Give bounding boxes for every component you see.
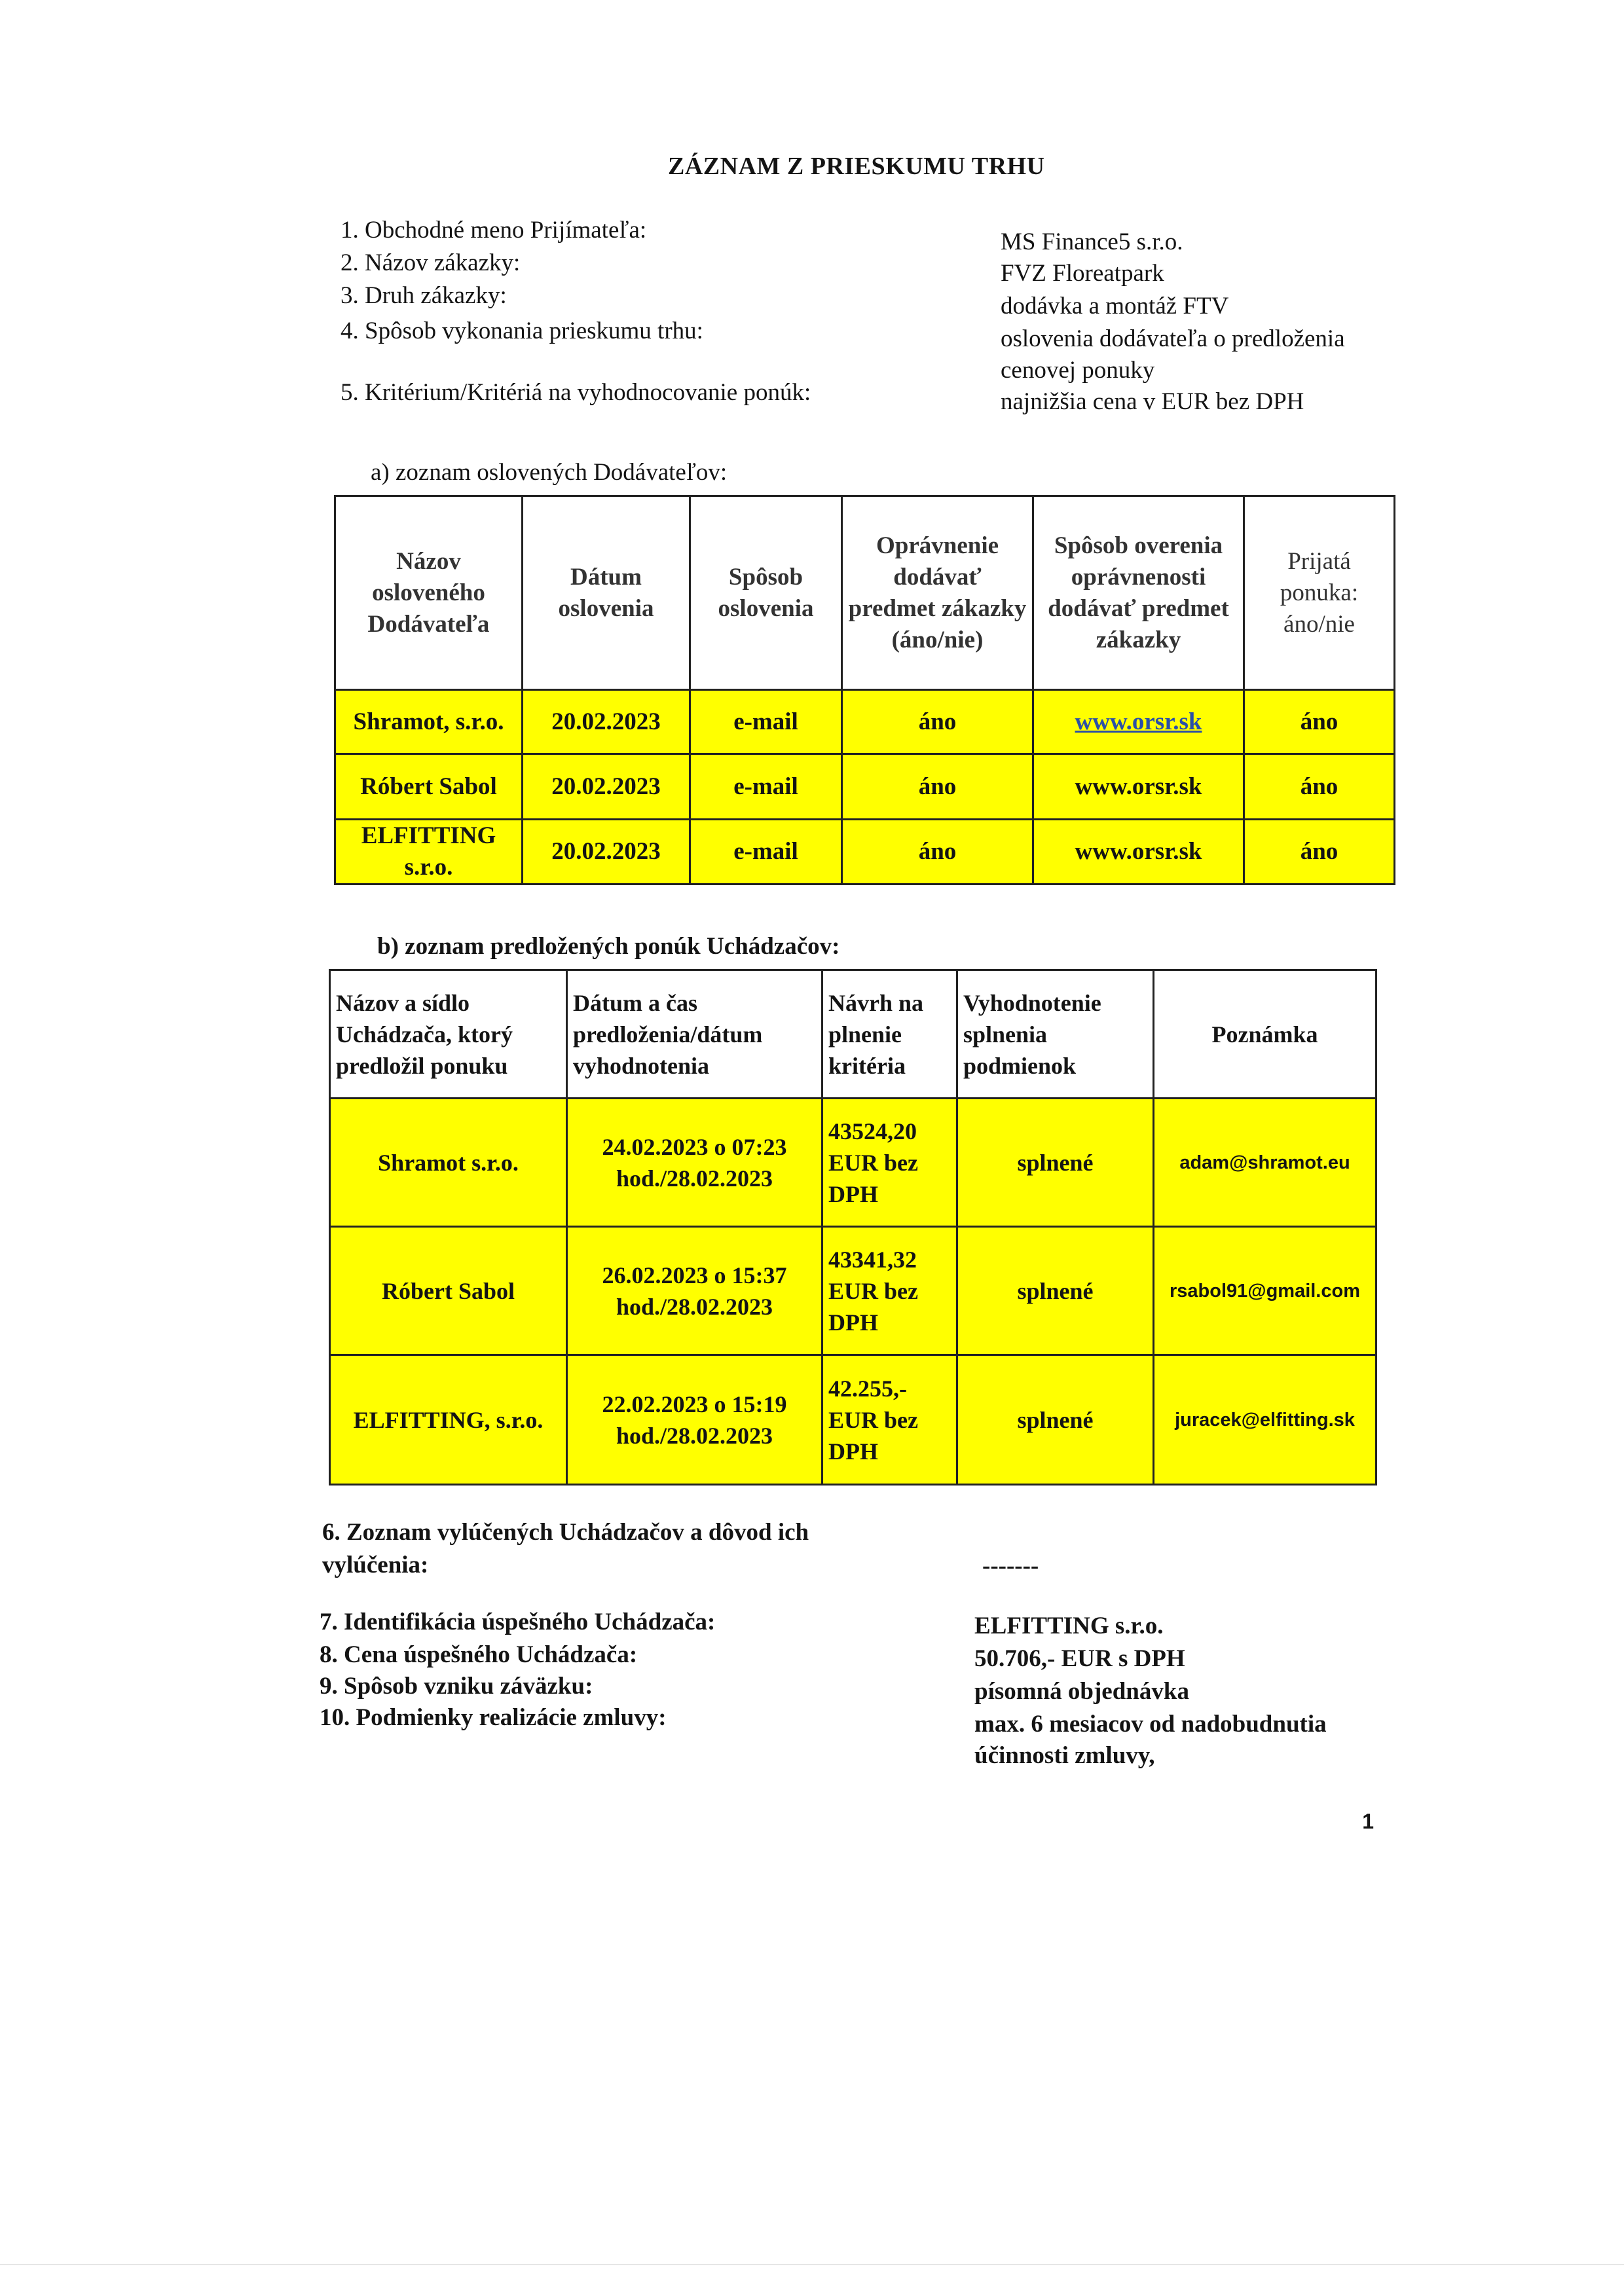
header-contact-method: Spôsob oslovenia: [690, 496, 842, 690]
submission-date: 24.02.2023 o 07:23 hod./28.02.2023: [567, 1099, 822, 1227]
header-contact-date: Dátum oslovenia: [523, 496, 690, 690]
info-label-1: 1. Obchodné meno Prijímateľa:: [341, 217, 647, 244]
supplier-name: Róbert Sabol: [335, 754, 523, 820]
section-a-label: a) zoznam oslovených Dodávateľov:: [371, 459, 728, 486]
info-value-4b: cenovej ponuky: [1001, 357, 1155, 384]
table-row: [335, 754, 1395, 820]
header-authorization: Oprávnenie dodávať predmet zákazky (áno/nie): [842, 496, 1033, 690]
footer-divider: [0, 2264, 1624, 2265]
info-label-2: 2. Názov zákazky:: [341, 249, 521, 276]
contact-date: 20.02.2023: [523, 690, 690, 754]
excluded-label: 6. Zoznam vylúčených Uchádzačov a dôvod ich vylúčenia:: [322, 1519, 809, 1578]
verification-link: www.orsr.sk: [1033, 820, 1244, 884]
header-bidder-name: Názov a sídlo Uchádzača, ktorý predložil ponuku: [330, 970, 567, 1099]
verification-link-text[interactable]: www.orsr.sk: [1075, 708, 1202, 735]
info-value-3: dodávka a montáž FTV: [1001, 293, 1229, 319]
header-note: Poznámka: [1154, 970, 1376, 1099]
info-value-4: oslovenia dodávateľa o predloženia: [1001, 325, 1345, 352]
excluded-value: -------: [982, 1552, 1039, 1579]
note-email: rsabol91@gmail.com: [1154, 1227, 1376, 1355]
offer-accepted: áno: [1244, 820, 1395, 884]
info-value-2: FVZ Floreatpark: [1001, 260, 1164, 287]
header-evaluation: Vyhodnotenie splnenia podmienok: [957, 970, 1154, 1099]
contact-date: 20.02.2023: [523, 820, 690, 884]
page-number: 1: [1362, 1810, 1374, 1833]
bidder-name: Shramot s.r.o.: [330, 1099, 567, 1227]
info-label-4: 4. Spôsob vykonania prieskumu trhu:: [341, 318, 703, 344]
supplier-name: Shramot, s.r.o.: [335, 690, 523, 754]
offer-accepted: áno: [1244, 690, 1395, 754]
table-row: [330, 1227, 1376, 1355]
offer-accepted: áno: [1244, 754, 1395, 820]
note-email: juracek@elfitting.sk: [1154, 1355, 1376, 1485]
evaluation-result: splnené: [957, 1099, 1154, 1227]
contact-date: 20.02.2023: [523, 754, 690, 820]
header-verification-method: Spôsob overenia oprávnenosti dodávať predmet zákazky: [1033, 496, 1244, 690]
evaluation-result: splnené: [957, 1227, 1154, 1355]
suppliers-table: [334, 495, 1395, 885]
info-value-5: najnižšia cena v EUR bez DPH: [1001, 388, 1304, 415]
verification-link: www.orsr.sk: [1033, 754, 1244, 820]
bidder-name: ELFITTING, s.r.o.: [330, 1355, 567, 1485]
note-email: adam@shramot.eu: [1154, 1099, 1376, 1227]
result-value-10: max. 6 mesiacov od nadobudnutia účinnosti zmluvy,: [974, 1711, 1327, 1769]
evaluation-result: splnené: [957, 1355, 1154, 1485]
contact-method: e-mail: [690, 820, 842, 884]
offers-table: [329, 969, 1377, 1485]
authorized: áno: [842, 690, 1033, 754]
result-label-8: 8. Cena úspešného Uchádzača:: [320, 1641, 638, 1668]
info-label-5: 5. Kritérium/Kritériá na vyhodnocovanie ponúk:: [341, 379, 811, 406]
table-row: [335, 690, 1395, 754]
header-submission-date: Dátum a čas predloženia/dátum vyhodnotenia: [567, 970, 822, 1099]
supplier-name: ELFITTING s.r.o.: [335, 820, 523, 884]
proposal-value: 43341,32 EUR bez DPH: [822, 1227, 957, 1355]
info-value-1: MS Finance5 s.r.o.: [1001, 228, 1183, 255]
table-row: [335, 820, 1395, 884]
header-supplier-name: Názov osloveného Dodávateľa: [335, 496, 523, 690]
result-value-7: ELFITTING s.r.o.: [974, 1613, 1164, 1639]
verification-link[interactable]: [1033, 690, 1244, 754]
header-proposal: Návrh na plnenie kritéria: [822, 970, 957, 1099]
result-value-9: písomná objednávka: [974, 1678, 1189, 1705]
contact-method: e-mail: [690, 754, 842, 820]
header-offer-received: Prijatá ponuka: áno/nie: [1244, 496, 1395, 690]
document-title: ZÁZNAM Z PRIESKUMU TRHU: [668, 153, 1045, 180]
contact-method: e-mail: [690, 690, 842, 754]
result-label-10: 10. Podmienky realizácie zmluvy:: [320, 1704, 667, 1731]
table-row: [330, 1355, 1376, 1485]
authorized: áno: [842, 754, 1033, 820]
result-value-8: 50.706,- EUR s DPH: [974, 1645, 1185, 1672]
table-row: [330, 1099, 1376, 1227]
proposal-value: 43524,20 EUR bez DPH: [822, 1099, 957, 1227]
authorized: áno: [842, 820, 1033, 884]
section-b-label: b) zoznam predložených ponúk Uchádzačov:: [377, 933, 840, 960]
proposal-value: 42.255,- EUR bez DPH: [822, 1355, 957, 1485]
result-label-9: 9. Spôsob vzniku záväzku:: [320, 1673, 593, 1700]
bidder-name: Róbert Sabol: [330, 1227, 567, 1355]
submission-date: 26.02.2023 o 15:37 hod./28.02.2023: [567, 1227, 822, 1355]
result-label-7: 7. Identifikácia úspešného Uchádzača:: [320, 1609, 716, 1635]
info-label-3: 3. Druh zákazky:: [341, 282, 507, 309]
submission-date: 22.02.2023 o 15:19 hod./28.02.2023: [567, 1355, 822, 1485]
